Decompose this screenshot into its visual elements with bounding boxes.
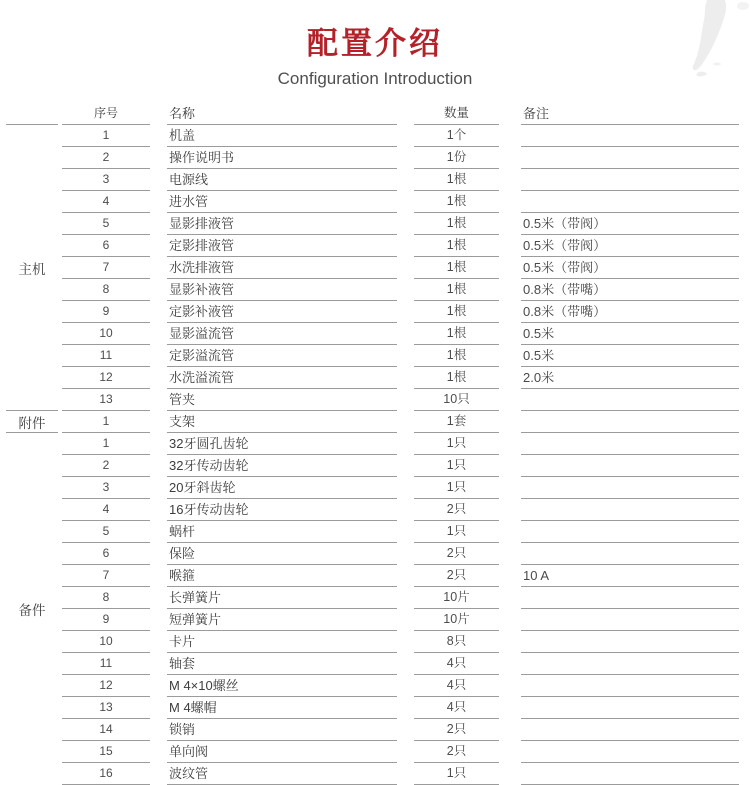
cell-name: 操作说明书 (167, 147, 397, 169)
table-row (0, 653, 750, 675)
cell-remark: 0.5米（带阀） (521, 213, 739, 235)
cell-name: M 4螺帽 (167, 697, 397, 719)
table-row (0, 763, 750, 785)
cell-name: 机盖 (167, 125, 397, 147)
group-label: 主机 (6, 125, 58, 411)
cell-name: 定影溢流管 (167, 345, 397, 367)
group-label: 备件 (18, 603, 46, 618)
cell-remark (521, 455, 739, 477)
cell-qty: 1根 (414, 367, 499, 389)
cell-index: 15 (62, 741, 150, 763)
header-remark: 备注 (521, 103, 739, 125)
cell-remark (521, 521, 739, 543)
title-block (0, 26, 750, 89)
cell-qty: 1套 (414, 411, 499, 433)
cell-qty: 8只 (414, 631, 499, 653)
cell-qty: 1根 (414, 191, 499, 213)
cell-name: 32牙传动齿轮 (167, 455, 397, 477)
cell-name: 水洗排液管 (167, 257, 397, 279)
cell-name: 20牙斜齿轮 (167, 477, 397, 499)
cell-name: 进水管 (167, 191, 397, 213)
cell-index: 2 (62, 147, 150, 169)
cell-remark (521, 125, 739, 147)
table-row (0, 455, 750, 477)
table-row (0, 477, 750, 499)
cell-index: 3 (62, 477, 150, 499)
cell-qty: 1根 (414, 345, 499, 367)
table-row (0, 125, 750, 147)
cell-qty: 10片 (414, 587, 499, 609)
cell-remark (521, 499, 739, 521)
cell-name: 长弹簧片 (167, 587, 397, 609)
cell-index: 6 (62, 235, 150, 257)
cell-name: 卡片 (167, 631, 397, 653)
row-group (0, 411, 750, 433)
cell-remark: 0.5米 (521, 345, 739, 367)
cell-remark: 0.8米（带嘴） (521, 279, 739, 301)
table-row (0, 301, 750, 323)
group-label: 附件 (6, 411, 58, 433)
cell-remark (521, 741, 739, 763)
cell-index: 7 (62, 565, 150, 587)
cell-qty: 1只 (414, 521, 499, 543)
cell-name: 16牙传动齿轮 (167, 499, 397, 521)
cell-index: 12 (62, 367, 150, 389)
cell-remark (521, 477, 739, 499)
table-row (0, 323, 750, 345)
cell-remark (521, 697, 739, 719)
table-header-row (0, 103, 750, 125)
cell-remark (521, 675, 739, 697)
table-row (0, 279, 750, 301)
cell-qty: 1只 (414, 455, 499, 477)
cell-index: 1 (62, 433, 150, 455)
cell-index: 12 (62, 675, 150, 697)
cell-qty: 1只 (414, 433, 499, 455)
table-row (0, 345, 750, 367)
cell-index: 9 (62, 609, 150, 631)
cell-qty: 1个 (414, 125, 499, 147)
table-row (0, 741, 750, 763)
cell-name: 短弹簧片 (167, 609, 397, 631)
cell-qty: 1根 (414, 279, 499, 301)
cell-qty: 1份 (414, 147, 499, 169)
cell-qty: 2只 (414, 565, 499, 587)
cell-name: 显影补液管 (167, 279, 397, 301)
cell-index: 16 (62, 763, 150, 785)
cell-remark (521, 609, 739, 631)
cell-index: 1 (62, 125, 150, 147)
cell-qty: 2只 (414, 543, 499, 565)
row-group (0, 433, 750, 785)
cell-qty: 1根 (414, 213, 499, 235)
cell-index: 11 (62, 653, 150, 675)
cell-qty: 1根 (414, 257, 499, 279)
cell-remark (521, 543, 739, 565)
cell-qty: 2只 (414, 719, 499, 741)
cell-name: 显影排液管 (167, 213, 397, 235)
cell-remark (521, 169, 739, 191)
cell-name: 锁销 (167, 719, 397, 741)
cell-remark (521, 389, 739, 411)
cell-name: 管夹 (167, 389, 397, 411)
cell-name: 喉箍 (167, 565, 397, 587)
table-row (0, 191, 750, 213)
cell-name: 水洗溢流管 (167, 367, 397, 389)
cell-name: 保险 (167, 543, 397, 565)
cell-index: 5 (62, 213, 150, 235)
cell-remark (521, 653, 739, 675)
cell-name: 定影补液管 (167, 301, 397, 323)
cell-name: 显影溢流管 (167, 323, 397, 345)
cell-remark (521, 587, 739, 609)
header-name: 名称 (167, 103, 397, 125)
header-index: 序号 (62, 103, 150, 125)
cell-index: 4 (62, 191, 150, 213)
table-row (0, 675, 750, 697)
cell-name: 蜗杆 (167, 521, 397, 543)
cell-qty: 4只 (414, 697, 499, 719)
cell-index: 8 (62, 587, 150, 609)
configuration-table (0, 103, 750, 785)
table-row (0, 147, 750, 169)
cell-qty: 1只 (414, 763, 499, 785)
cell-remark: 2.0米 (521, 367, 739, 389)
cell-qty: 4只 (414, 675, 499, 697)
cell-index: 11 (62, 345, 150, 367)
cell-name: M 4×10螺丝 (167, 675, 397, 697)
cell-index: 13 (62, 697, 150, 719)
cell-name: 支架 (167, 411, 397, 433)
cell-remark: 0.5米（带阀） (521, 235, 739, 257)
cell-index: 1 (62, 411, 150, 433)
cell-qty: 2只 (414, 741, 499, 763)
cell-name: 32牙圆孔齿轮 (167, 433, 397, 455)
cell-qty: 1只 (414, 477, 499, 499)
cell-index: 7 (62, 257, 150, 279)
cell-name: 单向阀 (167, 741, 397, 763)
page-title: 配置介绍 (307, 26, 443, 61)
table-row (0, 433, 750, 455)
table-row (0, 169, 750, 191)
table-row (0, 587, 750, 609)
cell-index: 10 (62, 323, 150, 345)
cell-qty: 1根 (414, 169, 499, 191)
cell-remark (521, 147, 739, 169)
cell-index: 9 (62, 301, 150, 323)
table-row (0, 411, 750, 433)
table-row (0, 543, 750, 565)
cell-remark (521, 631, 739, 653)
cell-qty: 1根 (414, 301, 499, 323)
table-row (0, 235, 750, 257)
cell-remark (521, 411, 739, 433)
table-row (0, 697, 750, 719)
cell-index: 10 (62, 631, 150, 653)
cell-remark: 0.5米（带阀） (521, 257, 739, 279)
row-group (0, 125, 750, 411)
header-group (6, 103, 58, 125)
cell-qty: 4只 (414, 653, 499, 675)
table-row (0, 521, 750, 543)
header-qty: 数量 (414, 103, 499, 125)
table-row (0, 367, 750, 389)
cell-remark (521, 191, 739, 213)
cell-remark: 0.5米 (521, 323, 739, 345)
table-row (0, 719, 750, 741)
table-row (0, 631, 750, 653)
table-row (0, 499, 750, 521)
cell-index: 4 (62, 499, 150, 521)
table-row (0, 213, 750, 235)
cell-qty: 2只 (414, 499, 499, 521)
cell-name: 波纹管 (167, 763, 397, 785)
table-row (0, 609, 750, 631)
cell-qty: 1根 (414, 323, 499, 345)
cell-name: 定影排液管 (167, 235, 397, 257)
cell-qty: 10只 (414, 389, 499, 411)
cell-remark (521, 433, 739, 455)
cell-remark: 0.8米（带嘴） (521, 301, 739, 323)
table-body (0, 125, 750, 785)
table-row (0, 565, 750, 587)
cell-remark: 10 A (521, 565, 739, 587)
cell-name: 电源线 (167, 169, 397, 191)
cell-index: 14 (62, 719, 150, 741)
cell-index: 8 (62, 279, 150, 301)
cell-index: 2 (62, 455, 150, 477)
cell-index: 5 (62, 521, 150, 543)
cell-index: 6 (62, 543, 150, 565)
cell-qty: 10片 (414, 609, 499, 631)
cell-index: 13 (62, 389, 150, 411)
page-subtitle: Configuration Introduction (277, 69, 473, 88)
cell-qty: 1根 (414, 235, 499, 257)
cell-remark (521, 719, 739, 741)
table-row (0, 257, 750, 279)
cell-index: 3 (62, 169, 150, 191)
table-row (0, 389, 750, 411)
cell-name: 轴套 (167, 653, 397, 675)
cell-remark (521, 763, 739, 785)
